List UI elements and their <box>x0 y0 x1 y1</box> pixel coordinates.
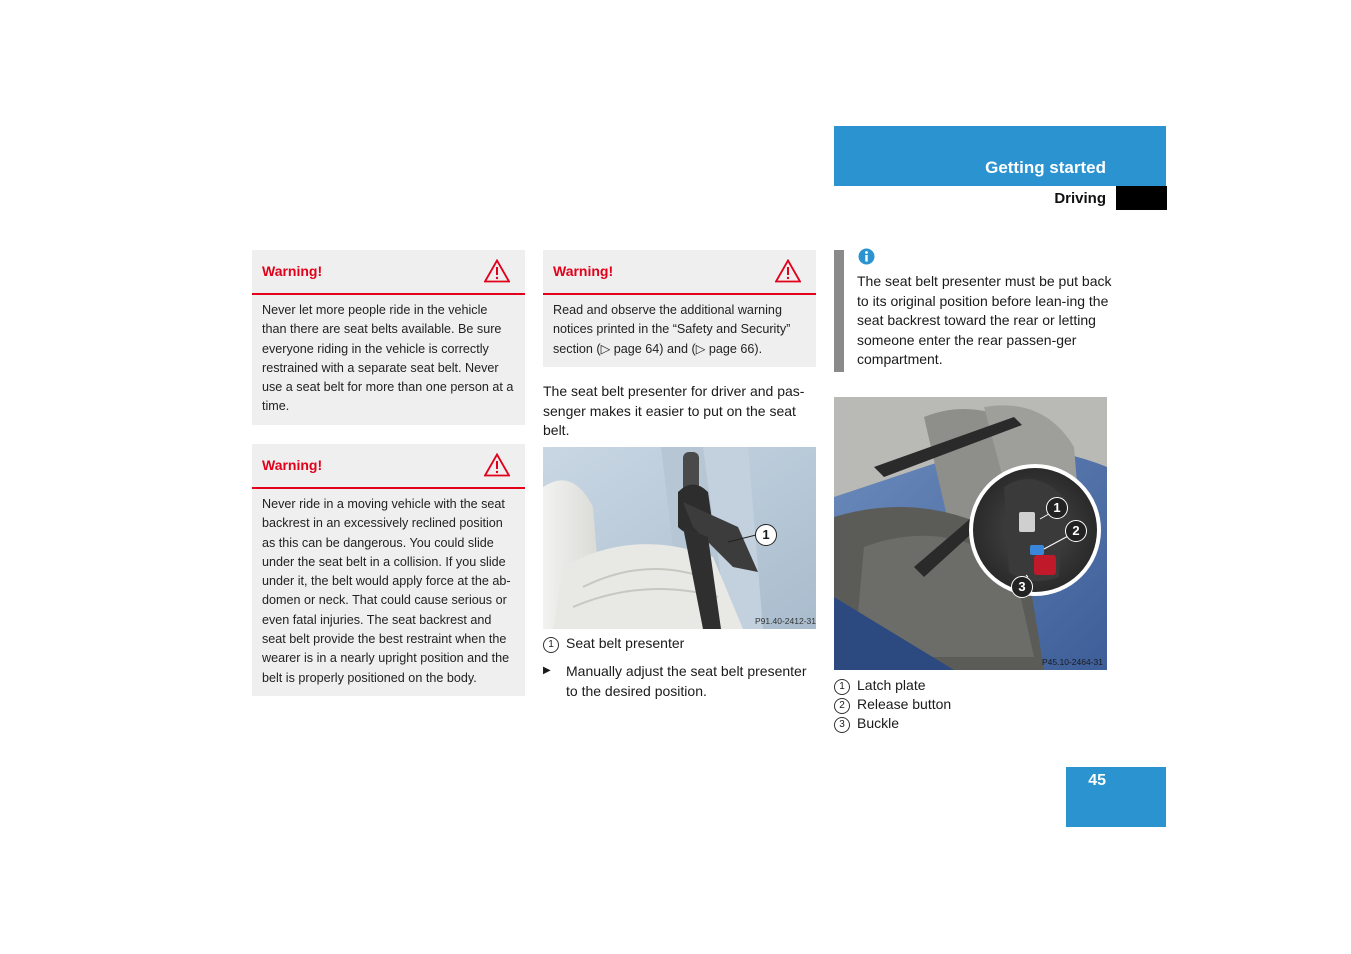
warning-triangle-icon <box>775 259 801 283</box>
legend-item <box>543 634 684 654</box>
callout-2: 2 <box>1065 520 1087 542</box>
info-text: The seat belt presenter must be put back to its original position before lean-ing the seat backrest toward the rear or letting someone enter the rear passen-ger compartment. <box>857 273 1112 367</box>
legend-label: Buckle <box>857 715 900 731</box>
legend-item <box>834 714 899 734</box>
subsection-title: Driving <box>1054 190 1106 207</box>
legend-label: Seat belt presenter <box>566 635 685 651</box>
seat-buckle-image <box>834 397 1107 670</box>
subsection-marker <box>1116 186 1167 210</box>
instruction-text: Manually adjust the seat belt presenter to the desired position. <box>566 663 807 699</box>
warning-title: Warning! <box>553 263 614 279</box>
figure-code: P91.40-2412-31 <box>755 616 816 626</box>
warning-text: Read and observe the additional warning notices printed in the “Safety and Security” section (▷ page 64) and (▷ page 66). <box>553 303 791 356</box>
warning-title: Warning! <box>262 457 323 473</box>
legend-label: Release button <box>857 696 952 712</box>
legend-number: 2 <box>834 698 850 714</box>
warning-triangle-icon <box>484 259 510 283</box>
warning-text: Never ride in a moving vehicle with the seat backrest in an excessively reclined position as this can be dangerous. You could slide under the seat belt in a collision. If you slide under it, the belt would apply force at the ab-domen or neck. That could cause serious or even fatal injuries. The seat backrest and seat belt provide the best restraint when the wearer is in a nearly upright position and the belt is properly positioned on the body. <box>262 497 511 685</box>
warning-box-3 <box>543 250 816 367</box>
section-title: Getting started <box>985 158 1106 177</box>
figure-code: P45.10-2464-31 <box>1042 657 1103 667</box>
legend-number: 1 <box>834 679 850 695</box>
bullet-icon: ▶ <box>543 665 551 676</box>
warning-text: Never let more people ride in the vehicle than there are seat belts available. Be sure everyone riding in the vehicle is correctly restrained with a separate seat belt. Never use a seat belt for more than one person at a time. <box>262 303 514 414</box>
warning-triangle-icon <box>484 453 510 477</box>
page-number: 45 <box>1088 772 1106 789</box>
warning-header <box>252 250 525 295</box>
callout-1: 1 <box>755 524 777 546</box>
legend-number: 3 <box>834 717 850 733</box>
callout-1: 1 <box>1046 497 1068 519</box>
seat-belt-presenter-image <box>543 447 816 629</box>
info-bar <box>834 250 844 372</box>
info-icon <box>858 248 875 265</box>
legend-item <box>834 695 951 715</box>
warning-title: Warning! <box>262 263 323 279</box>
warning-header <box>252 444 525 489</box>
intro-paragraph: The seat belt presenter for driver and pas-senger makes it easier to put on the seat belt. <box>543 383 805 438</box>
legend-label: Latch plate <box>857 677 926 693</box>
callout-3: 3 <box>1011 576 1033 598</box>
warning-box-1 <box>252 250 525 425</box>
warning-header <box>543 250 816 295</box>
legend-item <box>834 676 926 696</box>
warning-box-2 <box>252 444 525 696</box>
legend-number: 1 <box>543 637 559 653</box>
